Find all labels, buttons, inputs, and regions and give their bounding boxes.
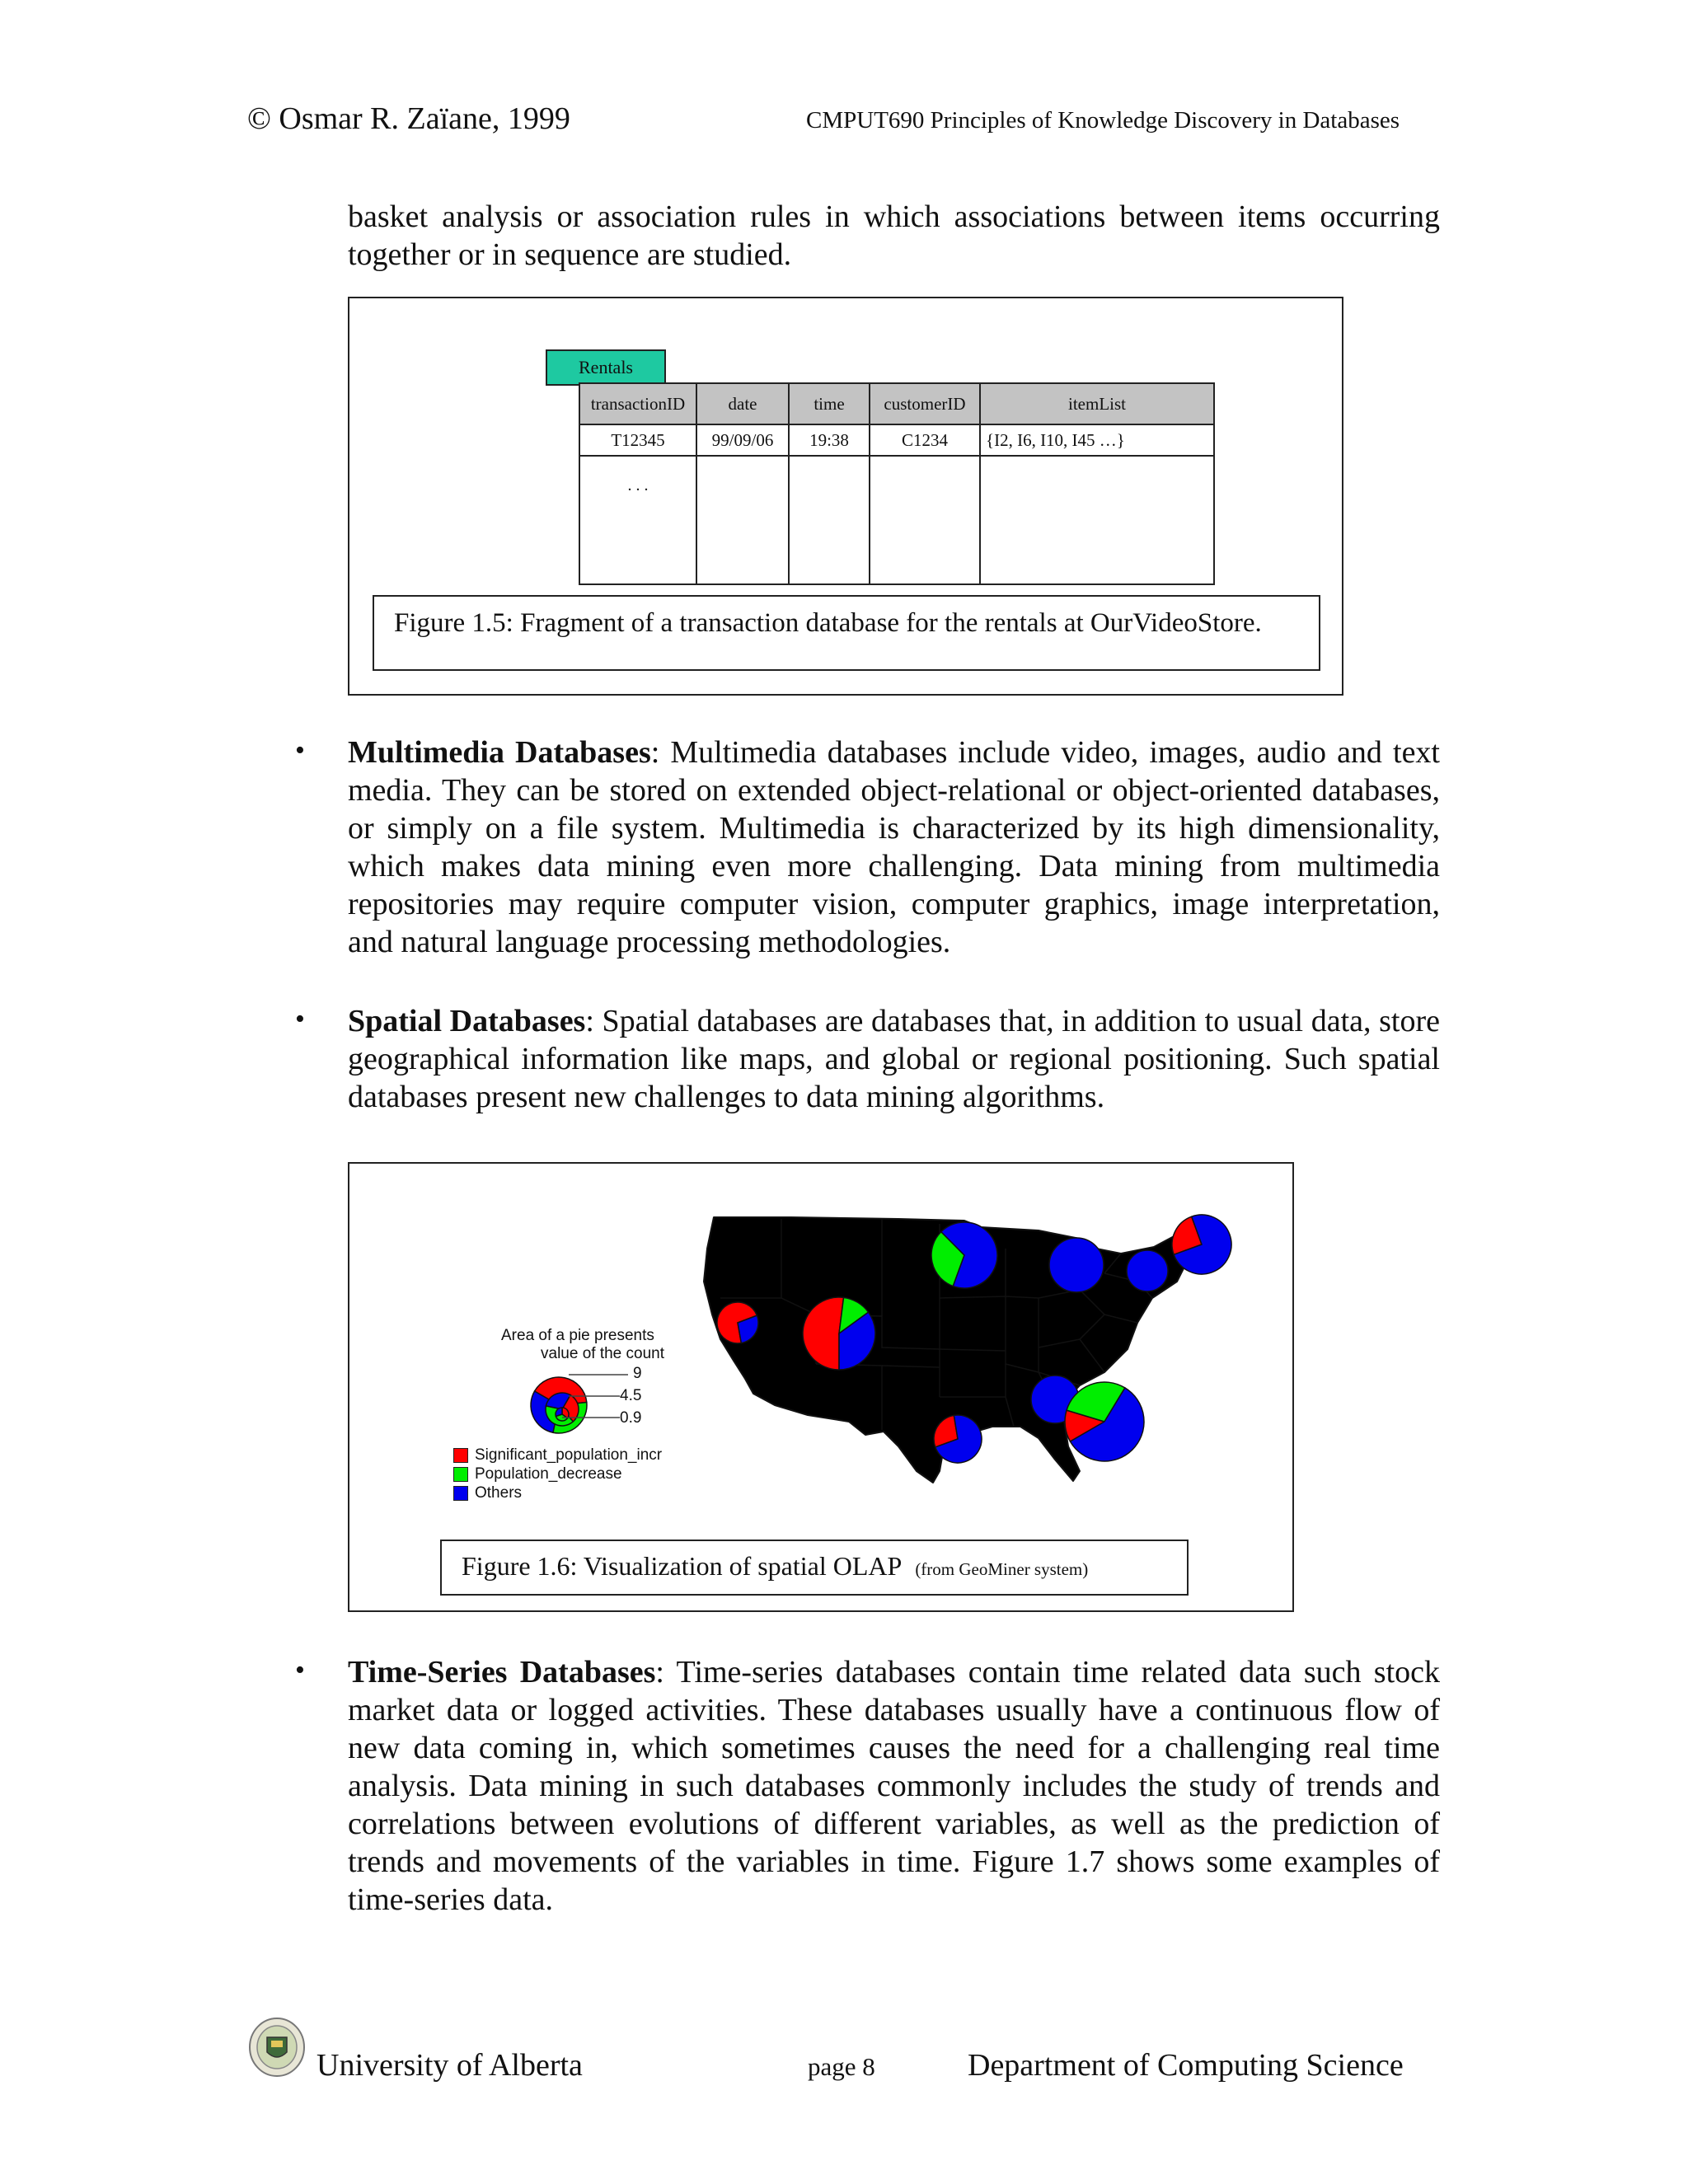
legend-scale-4-5: 4.5 [620, 1387, 642, 1404]
university-crest-logo [247, 2016, 307, 2079]
time-series-text: : Time-series databases contain time related data such stock market data or logged activities. These databases usually have a continuous flow of new data coming in, which sometimes causes the need for a challenging real time analysis. Data mining in such databases commonly includes the study of trends and correlations between evolutions of different variables, as well as the prediction of trends and movements of the variables in time. Figure 1.7 shows some examples of time-series data. [348, 1655, 1440, 1917]
legend-scale-0-9: 0.9 [620, 1409, 642, 1427]
bullet-icon: • [295, 1004, 305, 1034]
figure-1-6-caption-source: (from GeoMiner system) [915, 1559, 1089, 1579]
footer-department: Department of Computing Science [968, 2048, 1404, 2083]
time-series-title: Time-Series Databases [348, 1655, 656, 1690]
legend-title-line-2: value of the count [541, 1345, 664, 1362]
cell-customer-id: C1234 [870, 424, 980, 456]
col-header-customer-id: customerID [870, 383, 980, 424]
multimedia-paragraph [348, 733, 1440, 961]
col-header-time: time [789, 383, 870, 424]
pie-slice [803, 1297, 844, 1370]
blue-swatch-icon [453, 1486, 468, 1501]
spatial-text: : Spatial databases are databases that, in addition to usual data, store geographical information like maps, and global or regional positioning. Such spatial databases present new challenges to data mining algorithms. [348, 1004, 1440, 1114]
intro-paragraph: basket analysis or association rules in which associations between items occurring together or in sequence are studied. [348, 199, 1440, 272]
red-swatch-icon [453, 1448, 468, 1463]
multimedia-title: Multimedia Databases [348, 735, 651, 770]
figure-1-5-caption: Figure 1.5: Fragment of a transaction database for the rentals at OurVideoStore. [394, 608, 1262, 638]
legend-title-line-1: Area of a pie presents [501, 1327, 654, 1344]
table-row [579, 456, 1214, 584]
legend-item-others: Others [453, 1483, 662, 1502]
header-copyright: © Osmar R. Zaïane, 1999 [247, 101, 570, 136]
col-header-item-list: itemList [980, 383, 1214, 424]
pie-slice [1049, 1238, 1104, 1292]
cell-transaction-id: T12345 [579, 424, 696, 456]
green-swatch-icon [453, 1467, 468, 1482]
cell-ellipsis: . . . [579, 456, 696, 584]
spatial-title: Spatial Databases [348, 1004, 586, 1038]
pie-slice [1127, 1250, 1168, 1291]
spatial-paragraph [348, 1002, 1440, 1116]
legend-scale-9: 9 [633, 1365, 642, 1382]
legend-categories [453, 1446, 662, 1502]
time-series-paragraph [348, 1653, 1440, 1919]
rentals-table-tag: Rentals [546, 349, 666, 386]
cell-time: 19:38 [789, 424, 870, 456]
header-course-title: CMPUT690 Principles of Knowledge Discovery in Databases [806, 107, 1400, 134]
bullet-icon: • [295, 735, 305, 766]
figure-1-5-caption-box [373, 595, 1320, 671]
cell-date: 99/09/06 [696, 424, 789, 456]
rentals-table [579, 382, 1215, 585]
footer-page-number: page 8 [808, 2052, 875, 2081]
col-header-transaction-id: transactionID [579, 383, 696, 424]
footer-university: University of Alberta [316, 2048, 583, 2083]
figure-1-6-caption-box [440, 1540, 1189, 1596]
col-header-date: date [696, 383, 789, 424]
cell-item-list: {I2, I6, I10, I45 …} [980, 424, 1214, 456]
legend-item-decrease: Population_decrease [453, 1465, 662, 1483]
bullet-icon: • [295, 1655, 305, 1685]
multimedia-text: : Multimedia databases include video, images, audio and text media. They can be stored on extended object-relational or object-oriented databases, or simply on a file system. Multimedia is characterized by its high dimensionality, which makes data mining even more challenging. Data mining from multimedia repositories may require computer vision, computer graphics, image interpretation, and natural language processing methodologies. [348, 735, 1440, 959]
figure-1-6-caption: Figure 1.6: Visualization of spatial OLAP [462, 1551, 903, 1581]
legend-item-increase: Significant_population_incr [453, 1446, 662, 1465]
table-row [579, 424, 1214, 456]
